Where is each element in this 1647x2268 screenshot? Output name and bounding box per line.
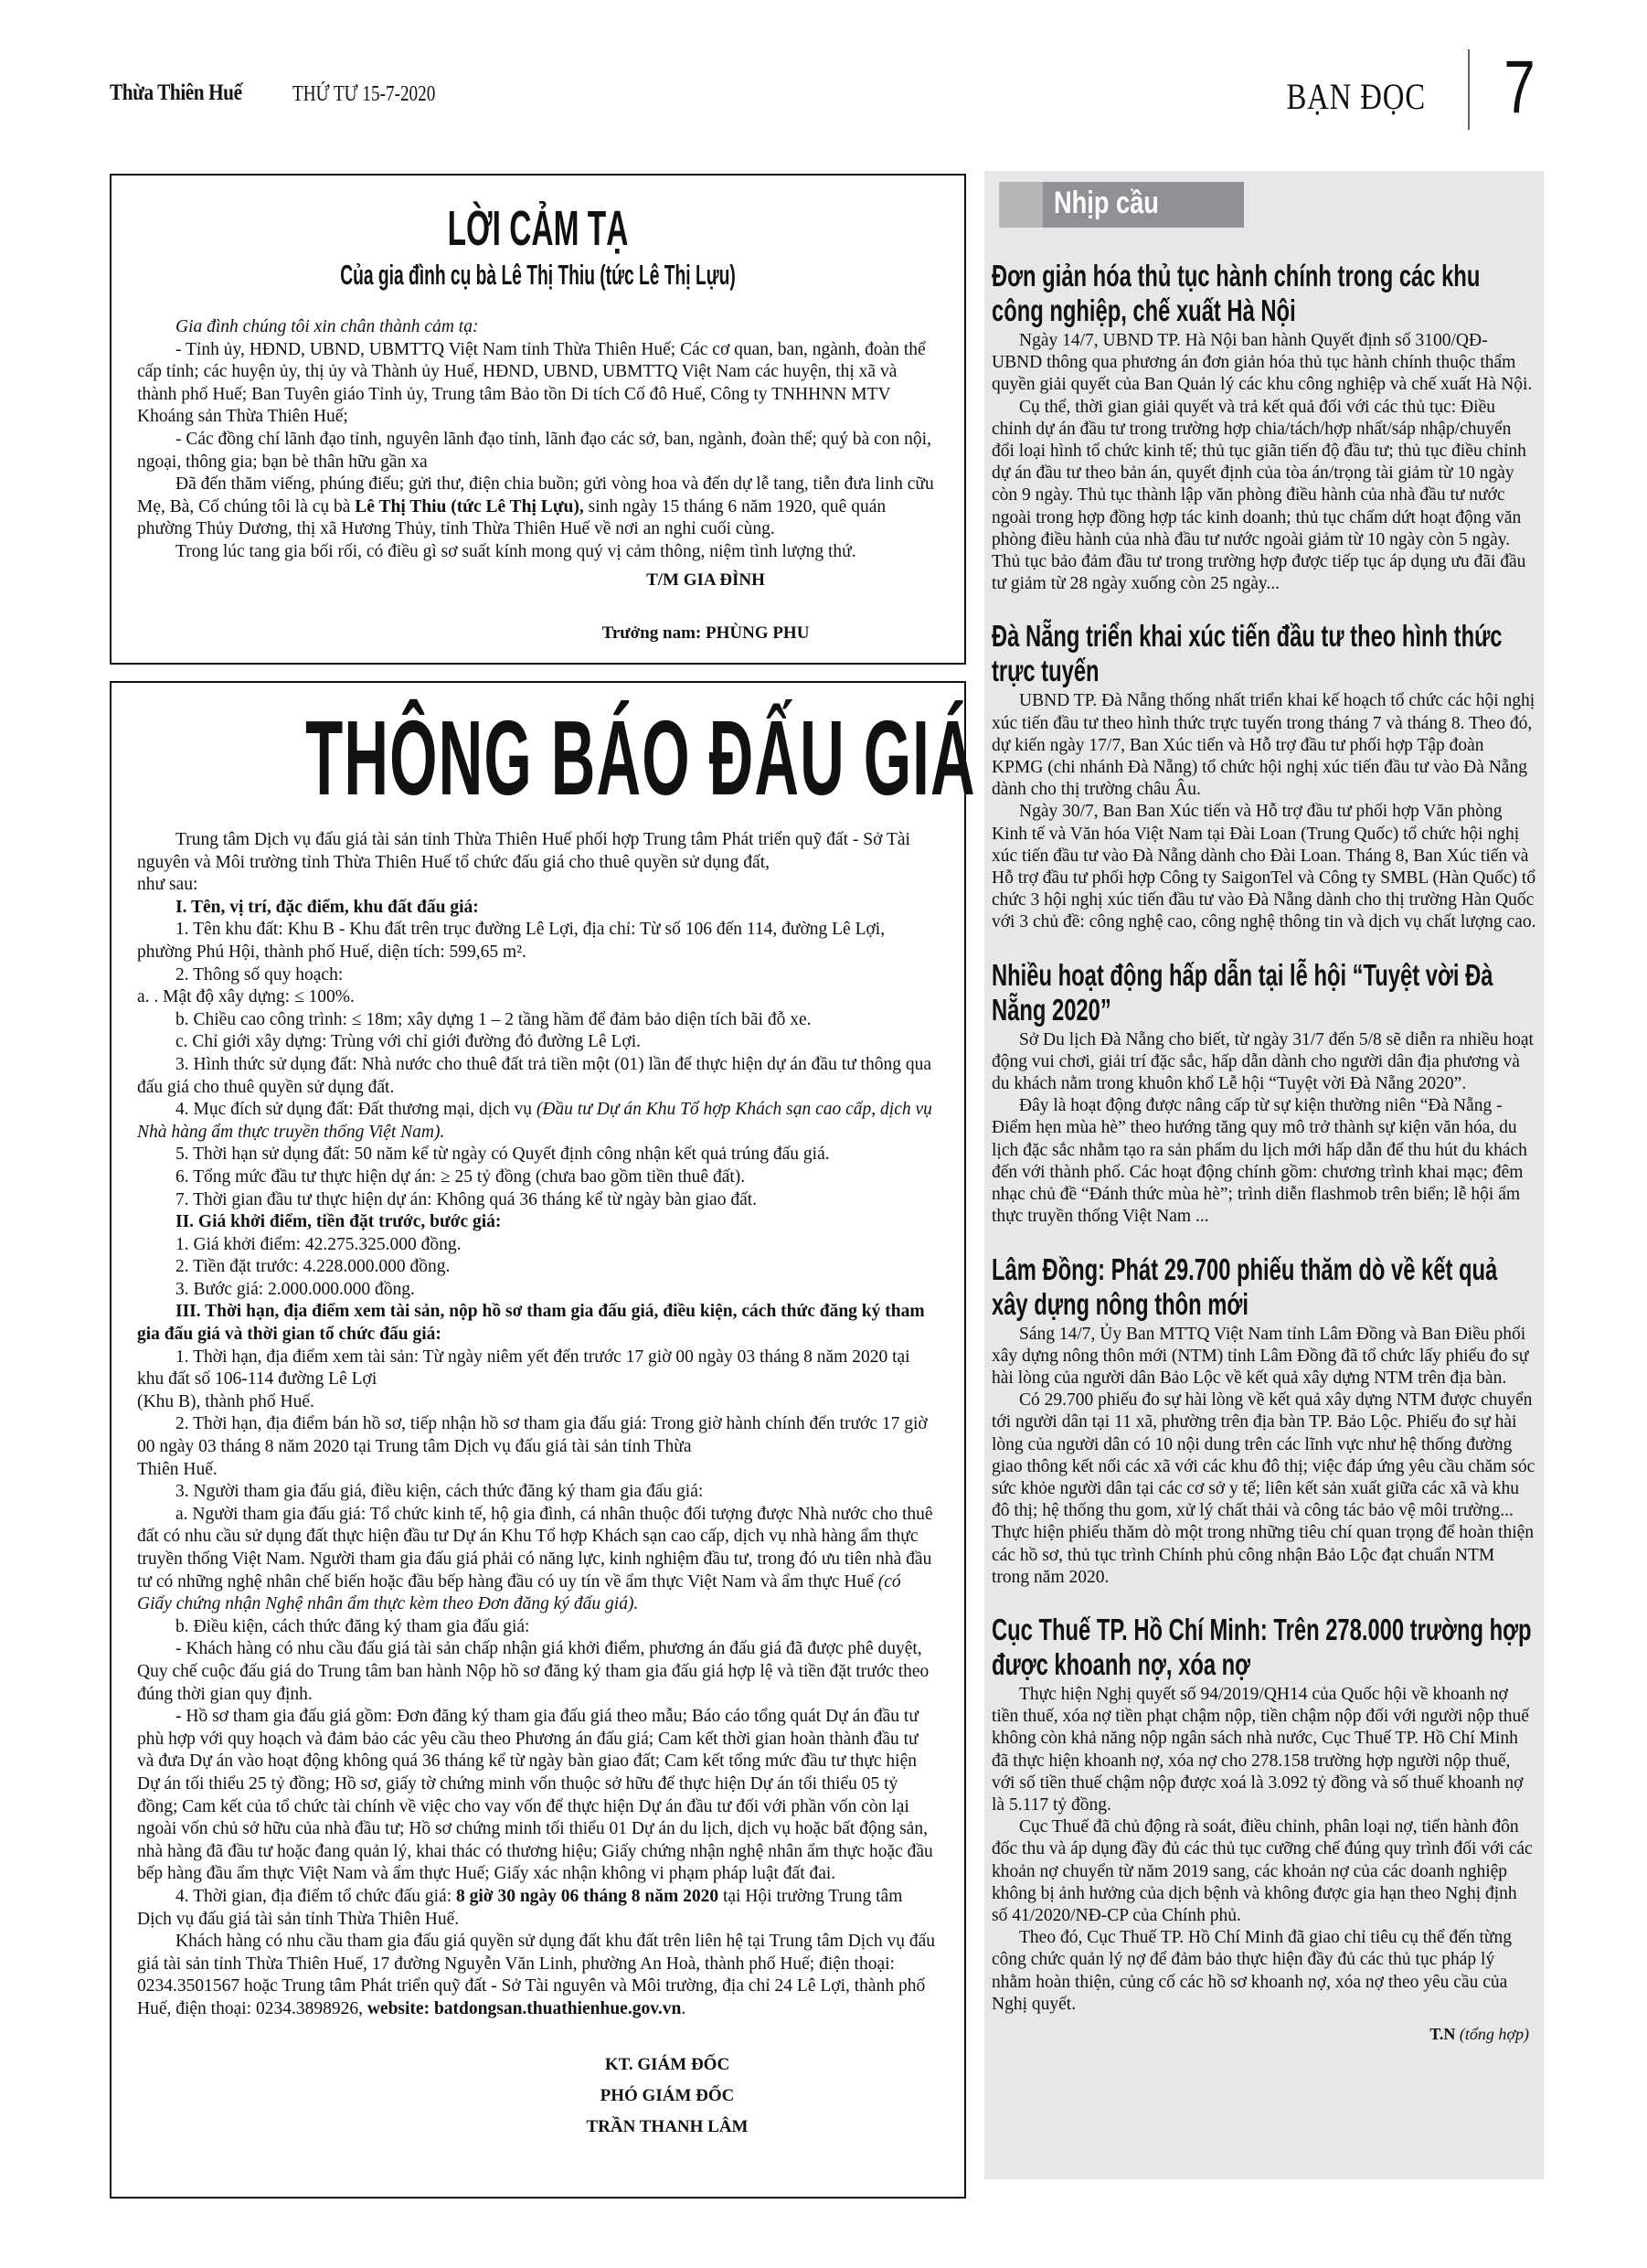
contact-paragraph [137, 1931, 939, 2020]
list-item: 6. Tổng mức đầu tư thực hiện dự án: ≥ 25 tỷ đồng (chưa bao gồm tiền thuê đất). [175, 1166, 746, 1187]
text-run: . [681, 1998, 686, 2018]
article-paragraph: Cụ thể, thời gian giải quyết và trả kết quả đối với các thủ tục: Điều chỉnh dự án đầu tư trong trường hợp chia/tách/hợp nhất/sáp nhập/chuyển đổi loại hình tổ chức kinh tế; thủ tục giãn tiến độ đầu tư; thủ tục điều chỉnh dự án đầu tư theo bản án, quyết định của tòa án/trọng tài giảm từ 10 ngày còn 9 ngày. Thủ tục thành lập văn phòng điều hành của nhà đầu tư nước ngoài trong hợp đồng hợp tác kinh doanh; thủ tục chấm dứt hoạt động văn phòng điều hành của nhà đầu tư nước ngoài giảm từ 10 ngày còn 5 ngày. Thủ tục bảo đảm đầu tư trong trường hợp được tiếp tục áp dụng ưu đãi đầu tư giảm từ 28 ngày xuống còn 25 ngày... [992, 397, 1526, 594]
list-item: c. Chỉ giới xây dựng: Trùng với chỉ giới đường đỏ đường Lê Lợi. [175, 1032, 642, 1052]
list-item: 1. Thời hạn, địa điểm xem tài sản: Từ ngày niêm yết đến trước 17 giờ 00 ngày 03 tháng 8 năm 2020 tại khu đất số 106-114 đường Lê Lợi [137, 1347, 910, 1390]
section-name: BẠN ĐỌC [1286, 76, 1426, 117]
text-run: a. Người tham gia đấu giá: Tổ chức kinh tế, hộ gia đình, cá nhân thuộc đối tượng được Nhà nước cho thuê đất có nhu cầu sử dụng đất thực hiện đầu tư Dự án Khu Tổ hợp Khách sạn cao cấp, dịch vụ nhà hàng ẩm thực truyền thống Việt Nam. Người tham gia đấu giá phải có năng lực, kinh nghiệm đầu tư, trong đó ưu tiên nhà đầu tư có những nghệ nhân chế biến hoặc đầu bếp hàng đầu có uy tín về ẩm thực Việt Nam và ẩm thực Huế [137, 1504, 933, 1592]
article-headline: Cục Thuế TP. Hồ Chí Minh: Trên 278.000 trường hợp được khoanh nợ, xóa nợ [992, 1612, 1532, 1681]
section-heading: II. Giá khởi điểm, tiền đặt trước, bước giá: [175, 1212, 502, 1232]
badge-label: Nhịp cầu [1054, 186, 1159, 220]
publication-date: THỨ TƯ 15-7-2020 [292, 82, 436, 106]
auction-datetime: 8 giờ 30 ngày 06 tháng 8 năm 2020 [456, 1886, 719, 1906]
article-paragraph: Cục Thuế đã chủ động rà soát, điều chỉnh, phân loại nợ, tiến hành đôn đốc thu và áp dụng đầy đủ các thủ tục cưỡng chế đúng quy trình đối với các khoản nợ chuyển từ năm 2019 sang, các khoản nợ của các doanh nghiệp không bị ảnh hưởng của dịch bệnh và không được gia hạn theo Nghị định số 41/2020/NĐ-CP của Chính phủ. [992, 1817, 1533, 1925]
thanks-paragraph: Trong lúc tang gia bối rối, có điều gì sơ suất kính mong quý vị cảm thông, niệm tình lượng thứ. [175, 541, 856, 561]
article-headline: Nhiều hoạt động hấp dẫn tại lễ hội “Tuyệt vời Đà Nẵng 2020” [992, 957, 1493, 1027]
deceased-name: Lê Thị Thiu (tức Lê Thị Lựu), [355, 496, 584, 516]
article [992, 1613, 1536, 2016]
article-headline: Đơn giản hóa thủ tục hành chính trong các khu công nghiệp, chế xuất Hà Nội [992, 259, 1481, 327]
article-paragraph: Ngày 14/7, UBND TP. Hà Nội ban hành Quyết định số 3100/QĐ-UBND thông qua phương án đơn giản hóa thủ tục hành chính thuộc thẩm quyền giải quyết của Ban Quản lý các khu công nghiệp và chế xuất Hà Nội. [992, 331, 1533, 395]
article-body [992, 1684, 1536, 2016]
thanks-body [137, 316, 939, 564]
list-item [137, 1099, 939, 1144]
list-item: (Khu B), thành phố Huế. [137, 1391, 314, 1411]
newspaper-name: Thừa Thiên Huế [110, 80, 242, 105]
list-item: - Hồ sơ tham gia đấu giá gồm: Đơn đăng ký tham gia đấu giá theo mẫu; Báo cáo tổng quát Dự án đầu tư phù hợp với quy hoạch và đảm bảo các yêu cầu theo Phương án đấu giá; Cam kết thời gian hoàn thành đầu tư và đưa Dự án vào hoạt động không quá 36 tháng kể từ ngày bàn giao đất; Cam kết tổng mức đầu tư thực hiện Dự án tối thiểu 25 tỷ đồng; Hồ sơ, giấy tờ chứng minh vốn thuộc sở hữu để thực hiện Dự án tối thiểu 05 tỷ đồng; Cam kết của tổ chức tài chính về việc cho vay vốn để thực hiện Dự án đầu tư đối với phần vốn còn lại ngoài vốn chủ sở hữu của nhà đầu tư; Hồ sơ chứng minh tối thiểu 01 Dự án du lịch, dịch vụ hoặc bất động sản, nhà hàng đã đầu tư hoặc đang quản lý, khai thác có thương hiệu; Giấy chứng nhận nghệ nhân ẩm thực hoặc đầu bếp hàng đầu ẩm thực Việt Nam và ẩm thực Huế; Giấy xác nhận không vi phạm pháp luật đất đai. [137, 1707, 933, 1884]
article [992, 259, 1536, 595]
thanks-intro: Gia đình chúng tôi xin chân thành cảm tạ: [175, 317, 479, 336]
thanks-paragraph: - Các đồng chí lãnh đạo tỉnh, nguyên lãnh đạo tỉnh, lãnh đạo các sở, ban, ngành, đoàn thể; quý bà con nội, ngoại, thông gia; bạn bè thân hữu gần xa [137, 429, 931, 472]
list-item: 3. Người tham gia đấu giá, điều kiện, cách thức đăng ký tham gia đấu giá: [175, 1482, 704, 1502]
page-number: 7 [1504, 46, 1535, 129]
section-heading: I. Tên, vị trí, đặc điểm, khu đất đấu giá: [175, 897, 479, 917]
list-item [137, 1504, 939, 1616]
article [992, 1252, 1536, 1589]
article-paragraph: UBND TP. Đà Nẵng thống nhất triển khai kế hoạch tổ chức các hội nghị xúc tiến đầu tư theo hình thức trực tuyến trong tháng 7 và tháng 8. Theo đó, dự kiến ngày 17/7, Ban Xúc tiến và Hỗ trợ đầu tư phối hợp Tập đoàn KPMG (chi nhánh Đà Nẵng) tổ chức hội nghị xúc tiến đầu tư vào Đà Nẵng dành cho thị trường châu Âu. [992, 691, 1535, 800]
text-run: 4. Mục đích sử dụng đất: Đất thương mại, dịch vụ [175, 1100, 537, 1120]
header-divider [1468, 49, 1470, 130]
byline [992, 2025, 1536, 2044]
article-paragraph: Sở Du lịch Đà Nẵng cho biết, từ ngày 31/7 đến 5/8 sẽ diễn ra nhiều hoạt động vui chơi, giải trí đặc sắc, hấp dẫn dành cho người dân địa phương và du khách nằm trong khuôn khổ Lễ hội “Tuyệt vời Đà Nẵng 2020”. [992, 1029, 1534, 1094]
text-run: Đã đến thăm viếng, phúng điếu; gửi thư, điện chia buồn; gửi vòng hoa và đến dự lễ tang, tiễn đưa linh cữu Mẹ, Bà, Cố chúng tôi là cụ bà [137, 474, 934, 516]
thanks-subtitle: Của gia đình cụ bà Lê Thị Thiu (tức Lê Thị Lựu) [340, 259, 736, 291]
byline-note: (tổng hợp) [1459, 2024, 1529, 2043]
article-body [992, 1324, 1536, 1589]
bid-step: 3. Bước giá: 2.000.000.000 đồng. [175, 1279, 415, 1299]
article-paragraph: Sáng 14/7, Ủy Ban MTTQ Việt Nam tỉnh Lâm Đồng và Ban Điều phối xây dựng nông thôn mới (NTM) tỉnh Lâm Đồng đã tổ chức lấy phiếu đo sự hài lòng của người dân Bảo Lộc về kết quả xây dựng NTM trên địa bàn. [992, 1324, 1529, 1388]
masthead [110, 46, 1554, 129]
sign-line: PHÓ GIÁM ĐỐC [600, 2086, 735, 2106]
auction-body [137, 829, 939, 2020]
text-run: (Đầu tư Dự án Khu Tổ hợp Khách sạn cao cấp, dịch vụ Nhà hàng ẩm thực truyền thống Việt Nam). [137, 1100, 932, 1142]
thanks-notice-box [110, 174, 966, 665]
auction-intro: Trung tâm Dịch vụ đấu giá tài sản tỉnh Thừa Thiên Huế phối hợp Trung tâm Phát triển quỹ đất - Sở Tài nguyên và Môi trường tỉnh Thừa Thiên Huế tổ chức đấu giá cho thuê quyền sử dụng đất, [137, 830, 910, 872]
article-body [992, 690, 1536, 933]
thanks-signer: Trưởng nam: PHÙNG PHU [601, 623, 810, 643]
starting-price: 1. Giá khởi điểm: 42.275.325.000 đồng. [175, 1234, 462, 1254]
list-item: - Khách hàng có nhu cầu đấu giá tài sản chấp nhận giá khởi điểm, phương án đấu giá đã được phê duyệt, Quy chế cuộc đấu giá do Trung tâm ban hành Nộp hồ sơ đăng ký tham gia đấu giá hợp lệ và tiền đặt trước theo đúng thời gian quy định. [137, 1639, 930, 1704]
list-item: 2. Thời hạn, địa điểm bán hồ sơ, tiếp nhận hồ sơ tham gia đấu giá: Trong giờ hành chính đến trước 17 giờ 00 ngày 03 tháng 8 năm 2020 tại Trung tâm Dịch vụ đấu giá tài sản tỉnh Thừa [137, 1414, 928, 1457]
auction-signer: TRẦN THANH LÂM [586, 2117, 749, 2137]
badge-lip [999, 182, 1043, 228]
list-item: b. Chiều cao công trình: ≤ 18m; xây dựng 1 – 2 tầng hầm để đảm bảo diện tích bãi đỗ xe. [175, 1009, 812, 1029]
section-badge [999, 182, 1244, 228]
text-run: (có Giấy chứng nhận Nghệ nhân ẩm thực kèm theo Đơn đăng ký đấu giá). [137, 1571, 901, 1614]
article-body [992, 1029, 1536, 1229]
article-paragraph: Ngày 30/7, Ban Ban Xúc tiến và Hỗ trợ đầu tư phối hợp Văn phòng Kinh tế và Văn hóa Việt Nam tại Đài Loan (Trung Quốc) tổ chức hội nghị xúc tiến đầu tư vào Đà Nẵng dành cho Đài Loan. Tháng 8, Ban Xúc tiến và Hỗ trợ đầu tư phối hợp Công ty SaigonTel và Công ty SMBL (Hàn Quốc) tổ chức 3 hội nghị xúc tiến đầu tư vào Đà Nẵng dành cho thị trường Hàn Quốc với 3 chủ đề: công nghệ cao, công nghệ thông tin và dịch vụ chất lượng cao. [992, 802, 1536, 932]
list-item: 5. Thời hạn sử dụng đất: 50 năm kể từ ngày có Quyết định công nhận kết quả trúng đấu giá. [175, 1145, 830, 1165]
article-paragraph: Đây là hoạt động được nâng cấp từ sự kiện thường niên “Đà Nẵng - Điểm hẹn mùa hè” theo hướng tăng quy mô trở thành sự kiện văn hóa, du lịch đặc sắc nhằm tạo ra sản phẩm du lịch mới hấp dẫn để thu hút du khách đến với thành phố. Các hoạt động chính gồm: chương trình khai mạc; đêm nhạc chủ đề “Đánh thức mùa hè”; trình diễn flashmob trên biển; lễ hội ẩm thực truyền thống Việt Nam ... [992, 1096, 1527, 1227]
thanks-title: LỜI CẢM TẠ [447, 201, 629, 256]
list-item: 1. Tên khu đất: Khu B - Khu đất trên trục đường Lê Lợi, địa chỉ: Từ số 106 đến 114, đường Lê Lợi, phường Phú Hội, thành phố Huế, diện tích: 599,65 m². [137, 920, 886, 962]
text-run: 4. Thời gian, địa điểm tổ chức đấu giá: [175, 1886, 456, 1906]
auction-signature [539, 2051, 795, 2141]
thanks-paragraph: - Tỉnh ủy, HĐND, UBND, UBMTTQ Việt Nam tỉnh Thừa Thiên Huế; Các cơ quan, ban, ngành, đoàn thể cấp tỉnh; các huyện ủy, thị ủy và Thành ủy Huế, HĐND, UBND, UBMTTQ Việt Nam các huyện, thị xã và thành phố Huế; Ban Tuyên giáo Tỉnh ủy, Trung tâm Bảo tồn Di tích Cố đô Huế, Công ty TNHHNN MTV Khoáng sản Thừa Thiên Huế; [137, 339, 926, 427]
list-item: 7. Thời gian đầu tư thực hiện dự án: Không quá 36 tháng kể từ ngày bàn giao đất. [175, 1189, 758, 1209]
thanks-paragraph [137, 474, 939, 541]
article-paragraph: Thực hiện Nghị quyết số 94/2019/QH14 của Quốc hội về khoanh nợ tiền thuế, xóa nợ tiền phạt chậm nộp, tiền chậm nộp đối với người nộp thuế không còn khả năng nộp ngân sách nhà nước, Cục Thuế TP. Hồ Chí Minh đã thực hiện khoanh nợ, xóa nợ cho 278.158 trường hợp người nộp thuế, với số tiền thuế chậm nộp được xoá là 3.092 tỷ đồng và số thuế khoanh nợ là 5.117 tỷ đồng. [992, 1684, 1529, 1815]
article [992, 619, 1536, 933]
auction-title: THÔNG BÁO ĐẤU GIÁ [305, 698, 976, 817]
article-paragraph: Có 29.700 phiếu đo sự hài lòng về kết quả xây dựng NTM được chuyển tới người dân tại 11 xã, phường trên địa bàn TP. Bảo Lộc. Phiếu đo sự hài lòng của người dân có 10 nội dung trên các lĩnh vực như hệ thống đường giao thông kết nối các xã với các khu đô thị; việc đáp ứng yêu cầu chăm sóc sức khỏe người dân tại các cơ sở y tế; liên kết sản xuất giữa các xã và khu đô thị; hệ thống thu gom, xử lý chất thải và công tác bảo vệ môi trường... Thực hiện phiếu thăm dò một trong những tiêu chí quan trọng để hoàn thiện các hồ sơ, thủ tục trình Chính phủ công nhận Bảo Lộc đạt chuẩn NTM trong năm 2020. [992, 1390, 1535, 1587]
text-run: sinh ngày 15 tháng 6 năm 1920, quê quán phường Thủy Dương, thị xã Hương Thủy, tỉnh Thừa Thiên Huế về nơi an nghỉ cuối cùng. [137, 496, 887, 539]
article-headline: Lâm Đồng: Phát 29.700 phiếu thăm dò về kết quả xây dựng nông thôn mới [992, 1251, 1498, 1321]
section-heading: III. Thời hạn, địa điểm xem tài sản, nộp hồ sơ tham gia đấu giá, điều kiện, cách thức đăng ký tham gia đấu giá và thời gian tổ chức đấu giá: [137, 1302, 925, 1345]
list-item: 2. Thông số quy hoạch: [175, 964, 344, 985]
list-item: b. Điều kiện, cách thức đăng ký tham gia đấu giá: [175, 1616, 530, 1636]
article-body [992, 330, 1536, 595]
auction-intro-tail: như sau: [137, 875, 198, 895]
article-headline: Đà Nẵng triển khai xúc tiến đầu tư theo hình thức trực tuyến [992, 619, 1503, 688]
text-run: Khách hàng có nhu cầu tham gia đấu giá quyền sử dụng đất khu đất trên liên hệ tại Trung tâm Dịch vụ đấu giá tài sản tỉnh Thừa Thiên Huế, 17 đường Nguyễn Văn Linh, phường An Hoà, thành phố Huế; điện thoại: 0234.3501567 hoặc Trung tâm Phát triển quỹ đất - Sở Tài nguyên và Môi trường, địa chỉ 24 Lê Lợi, thành phố Huế, điện thoại: 0234.3898926, [137, 1932, 936, 2018]
list-item: Thiên Huế. [137, 1459, 218, 1479]
article-paragraph: Theo đó, Cục Thuế TP. Hồ Chí Minh đã giao chỉ tiêu cụ thể đến từng công chức quản lý nợ để đảm bảo thực hiện đầy đủ các thủ tục pháp lý nhằm hoàn thiện, củng cố các hồ sơ khoanh nợ, xóa nợ theo yêu cầu của Nghị quyết. [992, 1928, 1512, 2014]
deposit: 2. Tiền đặt trước: 4.228.000.000 đồng. [175, 1257, 451, 1277]
thanks-sign-on-behalf: T/M GIA ĐÌNH [646, 570, 765, 590]
website-link[interactable]: website: batdongsan.thuathienhue.gov.vn [367, 1998, 682, 2018]
sign-line: KT. GIÁM ĐỐC [604, 2055, 730, 2075]
article-list [992, 259, 1536, 2016]
text-run: tại Hội trường Trung tâm Dịch vụ đấu giá tài sản tỉnh Thừa Thiên Huế. [137, 1886, 903, 1929]
list-item: 3. Hình thức sử dụng đất: Nhà nước cho thuê đất trả tiền một (01) lần để thực hiện dự án đầu tư thông qua đấu giá cho thuê quyền sử dụng đất. [137, 1054, 931, 1097]
list-item [137, 1886, 939, 1931]
article [992, 958, 1536, 1229]
auction-notice-box [110, 681, 976, 2199]
list-item: a. . Mật độ xây dựng: ≤ 100%. [137, 987, 355, 1007]
digest-column [984, 171, 1544, 2179]
byline-author: T.N [1429, 2024, 1456, 2043]
